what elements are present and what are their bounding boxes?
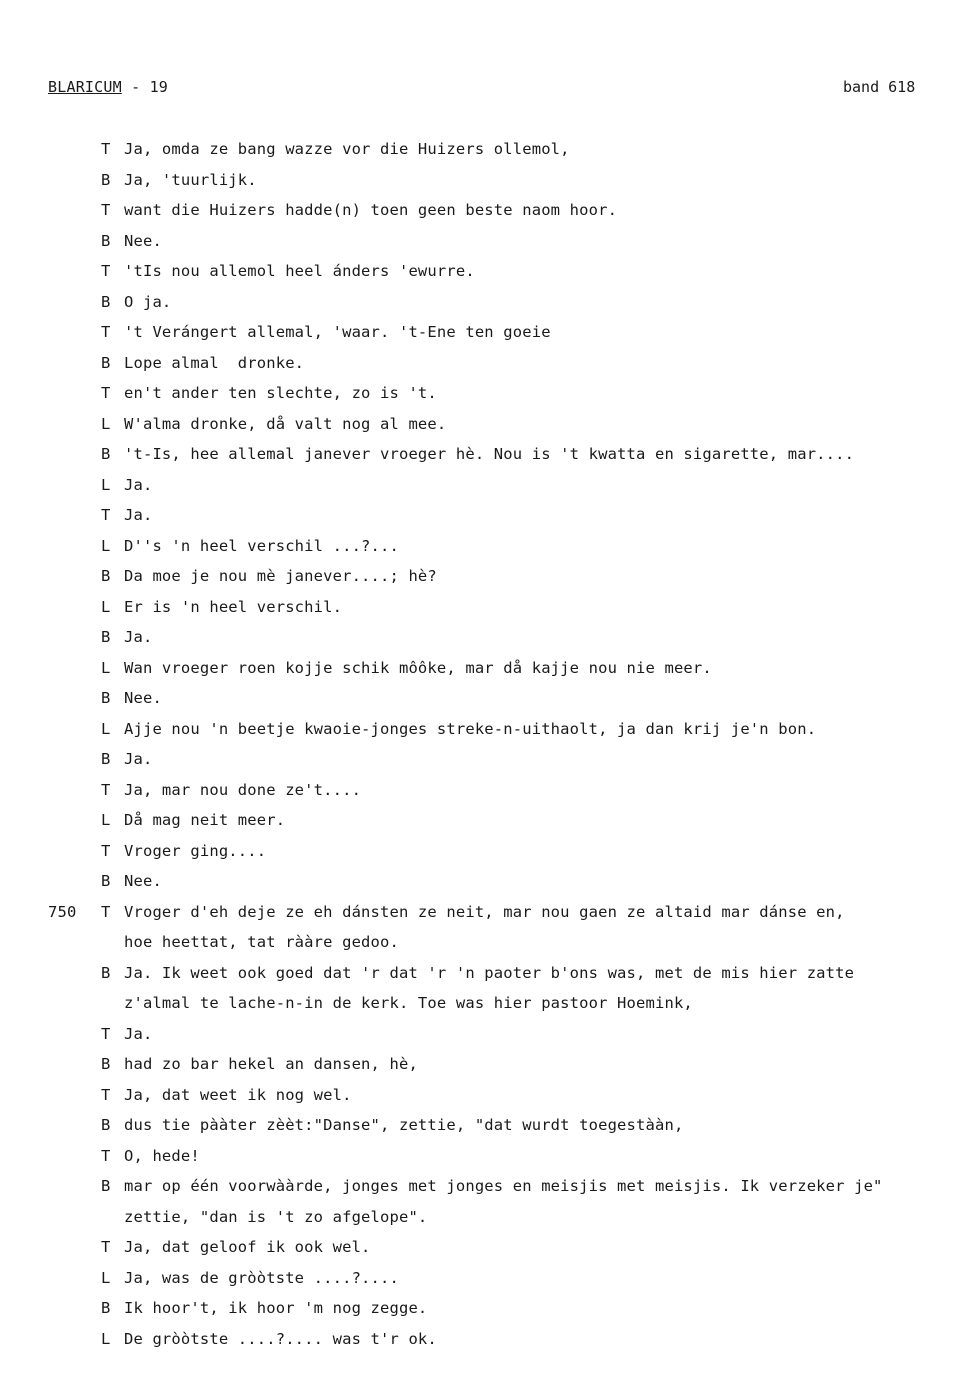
- utterance-text: 't-Is, hee allemal janever vroeger hè. Nou is 't kwatta en sigarette, mar....: [124, 445, 855, 463]
- speaker-label: L: [101, 536, 111, 555]
- page-header-left: [48, 78, 168, 96]
- utterance-text: Ja.: [124, 475, 153, 494]
- speaker-label: T: [101, 201, 111, 219]
- speaker-label: B: [101, 353, 111, 372]
- page-number: 19: [149, 78, 169, 96]
- utterance-text: Ja, dat weet ik nog wel.: [124, 1085, 352, 1104]
- place-name: BLARICUM: [48, 78, 122, 96]
- speaker-label: B: [101, 1055, 111, 1073]
- utterance-text: Er is 'n heel verschil.: [124, 597, 343, 616]
- utterance-text: 't Verángert allemal, 'waar. 't-Ene ten goeie: [124, 323, 551, 341]
- speaker-label: L: [101, 658, 111, 677]
- speaker-label: B: [101, 963, 111, 982]
- utterance-text: dus tie pààter zèèt:"Danse", zettie, "dat wurdt toegestààn,: [124, 1116, 684, 1134]
- utterance-text: hoe heettat, tat rààre gedoo.: [124, 933, 399, 951]
- speaker-label: L: [101, 1268, 111, 1287]
- utterance-text: D''s 'n heel verschil ...?...: [124, 536, 399, 555]
- utterance-text: Ja.: [124, 628, 153, 646]
- utterance-text: had zo bar hekel an dansen, hè,: [124, 1055, 418, 1073]
- utterance-text: Nee.: [124, 231, 162, 250]
- line-number: 750: [48, 902, 77, 921]
- utterance-text: Ja. Ik weet ook goed dat 'r dat 'r 'n paoter b'ons was, met de mis hier zatte: [124, 963, 855, 982]
- utterance-text: zettie, "dan is 't zo afgelope".: [124, 1207, 428, 1226]
- header-separator: -: [121, 78, 150, 96]
- speaker-label: T: [101, 140, 111, 158]
- utterance-text: Nee.: [124, 689, 162, 707]
- speaker-label: T: [101, 902, 111, 921]
- speaker-label: T: [101, 1146, 111, 1165]
- speaker-label: B: [101, 292, 111, 311]
- speaker-label: T: [101, 1238, 111, 1256]
- utterance-text: Ja.: [124, 1024, 153, 1043]
- utterance-text: Vroger ging....: [124, 841, 267, 860]
- speaker-label: B: [101, 170, 111, 189]
- speaker-label: L: [101, 811, 111, 829]
- utterance-text: O ja.: [124, 292, 172, 311]
- utterance-text: De gròòtste ....?.... was t'r ok.: [124, 1329, 437, 1348]
- speaker-label: T: [101, 780, 111, 799]
- speaker-label: B: [101, 445, 111, 463]
- utterance-text: Ja, 'tuurlijk.: [124, 170, 257, 189]
- speaker-label: B: [101, 689, 111, 707]
- utterance-text: Da moe je nou mè janever....; hè?: [124, 567, 437, 585]
- utterance-text: en't ander ten slechte, zo is 't.: [124, 384, 437, 402]
- speaker-label: T: [101, 1024, 111, 1043]
- utterance-text: Vroger d'eh deje ze eh dánsten ze neit, mar nou gaen ze altaid mar dánse en,: [124, 902, 845, 921]
- speaker-label: B: [101, 628, 111, 646]
- utterance-text: Ja.: [124, 750, 153, 768]
- speaker-label: B: [101, 1299, 111, 1317]
- utterance-text: Ja, was de gròòtste ....?....: [124, 1268, 399, 1287]
- speaker-label: B: [101, 750, 111, 768]
- speaker-label: T: [101, 262, 111, 280]
- speaker-label: T: [101, 323, 111, 341]
- speaker-label: T: [101, 1085, 111, 1104]
- utterance-text: Lope almal dronke.: [124, 353, 305, 372]
- utterance-text: Ik hoor't, ik hoor 'm nog zegge.: [124, 1299, 428, 1317]
- speaker-label: B: [101, 872, 111, 890]
- speaker-label: B: [101, 231, 111, 250]
- utterance-text: mar op één voorwààrde, jonges met jonges en meisjis met meisjis. Ik verzeker je": [124, 1177, 883, 1195]
- speaker-label: L: [101, 475, 111, 494]
- utterance-text: Ja, dat geloof ik ook wel.: [124, 1238, 371, 1256]
- speaker-label: B: [101, 567, 111, 585]
- utterance-text: want die Huizers hadde(n) toen geen beste naom hoor.: [124, 201, 618, 219]
- utterance-text: Då mag neit meer.: [124, 811, 286, 829]
- speaker-label: B: [101, 1116, 111, 1134]
- utterance-text: W'alma dronke, då valt nog al mee.: [124, 414, 447, 433]
- speaker-label: T: [101, 384, 111, 402]
- utterance-text: 'tIs nou allemol heel ánders 'ewurre.: [124, 262, 475, 280]
- speaker-label: L: [101, 1329, 111, 1348]
- utterance-text: Ja, omda ze bang wazze vor die Huizers ollemol,: [124, 140, 570, 158]
- speaker-label: T: [101, 506, 111, 524]
- utterance-text: Ja.: [124, 506, 153, 524]
- speaker-label: B: [101, 1177, 111, 1195]
- speaker-label: L: [101, 414, 111, 433]
- utterance-text: z'almal te lache-n-in de kerk. Toe was hier pastoor Hoemink,: [124, 994, 693, 1012]
- utterance-text: Nee.: [124, 872, 162, 890]
- speaker-label: L: [101, 597, 111, 616]
- utterance-text: Wan vroeger roen kojje schik môôke, mar då kajje nou nie meer.: [124, 658, 712, 677]
- utterance-text: Ja, mar nou done ze't....: [124, 780, 362, 799]
- speaker-label: T: [101, 841, 111, 860]
- speaker-label: L: [101, 719, 111, 738]
- tape-number: band 618: [843, 78, 916, 96]
- utterance-text: O, hede!: [124, 1146, 200, 1165]
- utterance-text: Ajje nou 'n beetje kwaoie-jonges streke-n-uithaolt, ja dan krij je'n bon.: [124, 719, 817, 738]
